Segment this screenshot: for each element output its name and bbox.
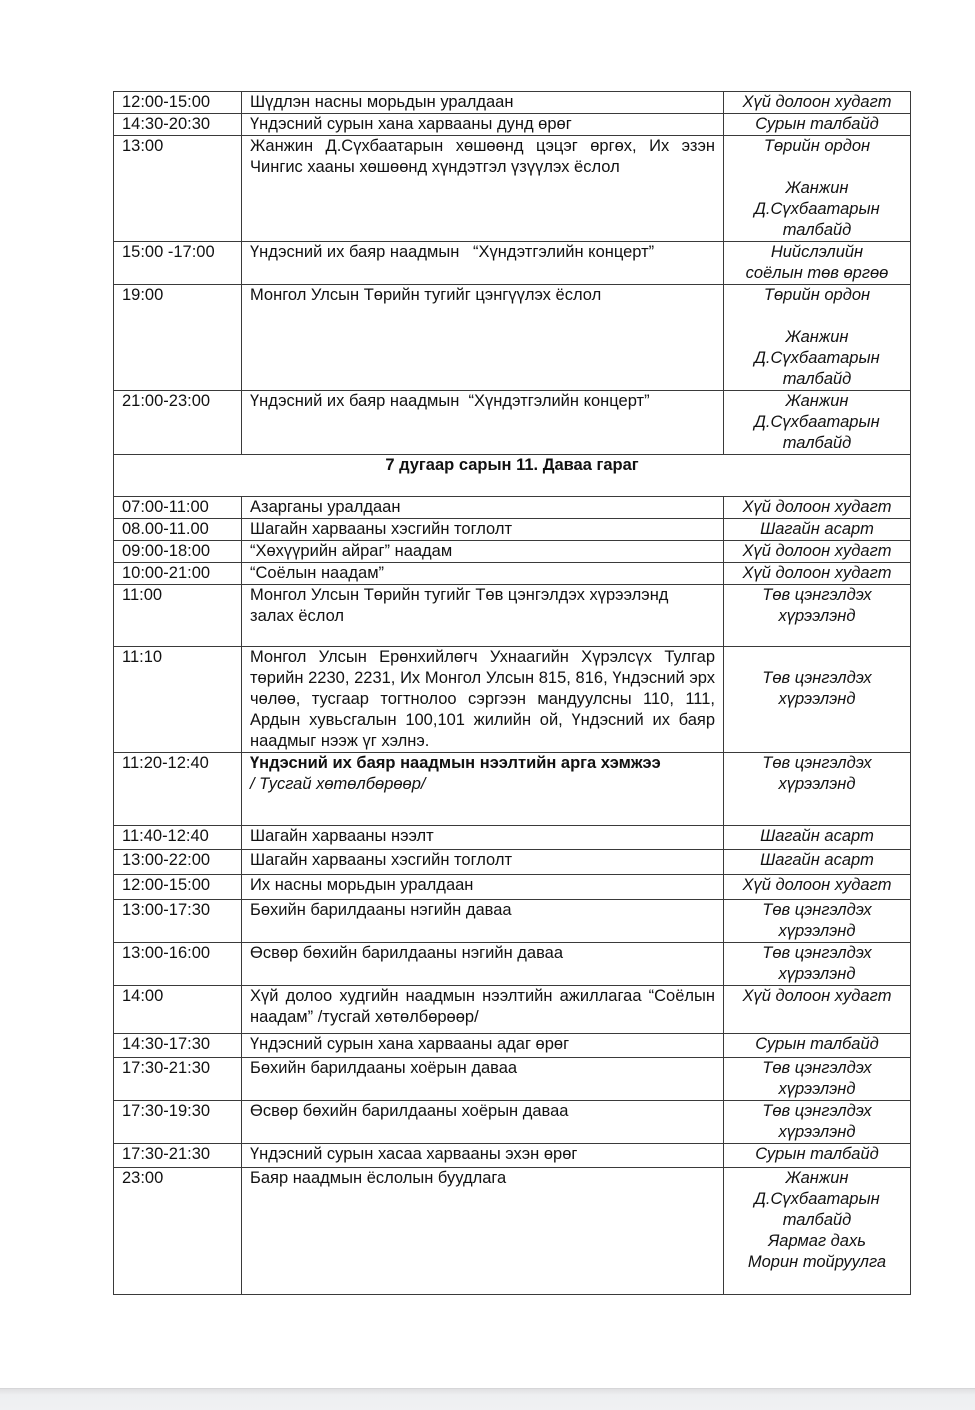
table-row <box>114 900 911 943</box>
place-line: Хүй долоон худагт <box>742 564 892 582</box>
table-row <box>114 92 911 114</box>
place-cell <box>724 242 911 285</box>
place-line: Сурын талбайд <box>755 1035 879 1053</box>
place-line: Жанжин <box>785 328 849 346</box>
time-cell: 12:00-15:00 <box>114 875 242 900</box>
place-line: Жанжин <box>785 392 849 410</box>
place-cell <box>724 850 911 875</box>
place-cell <box>724 391 911 455</box>
place-line: Төв цэнгэлдэх <box>762 1059 872 1077</box>
place-line: талбайд <box>782 1211 852 1229</box>
place-line: Төв цэнгэлдэх <box>762 754 872 772</box>
event-cell: Өсвөр бөхийн барилдааны хоёрын даваа <box>242 1101 724 1144</box>
place-line: талбайд <box>782 370 852 388</box>
event-note: / Тусгай хөтөлбөрөөр/ <box>250 775 426 793</box>
event-cell: Монгол Улсын Ерөнхийлөгч Ухнаагийн Хүрэлсүх Тулгар төрийн 2230, 2231, Их Монгол Улсын 815, 816, Үндэсний эрх чөлөө, тусгаар тогтнолоо сэргээн мандуулсны 110, 111, Ардын хувьсгалын 100,101 жилийн ой, Үндэсний их баяр наадмыг нээж үг хэлнэ. <box>242 647 724 753</box>
table-row <box>114 1101 911 1144</box>
table-row <box>114 850 911 875</box>
table-row <box>114 497 911 519</box>
event-cell: Шагайн харвааны хэсгийн тоглолт <box>242 850 724 875</box>
event-cell: Бөхийн барилдааны нэгийн даваа <box>242 900 724 943</box>
place-line: Жанжин <box>785 179 849 197</box>
time-cell: 14:30-17:30 <box>114 1034 242 1058</box>
place-line: Жанжин <box>785 1169 849 1187</box>
table-row <box>114 1144 911 1168</box>
time-cell: 13:00-16:00 <box>114 943 242 986</box>
event-cell: Хүй долоо худгийн наадмын нээлтийн ажиллагаа “Соёлын наадам” /тусгай хөтөлбөрөөр/ <box>242 986 724 1034</box>
event-cell: Шагайн харвааны хэсгийн тоглолт <box>242 519 724 541</box>
event-cell: Үндэсний сурын хасаа харвааны эхэн өрөг <box>242 1144 724 1168</box>
time-cell: 19:00 <box>114 285 242 391</box>
place-line: Хүй долоон худагт <box>742 542 892 560</box>
place-line: Төрийн ордон <box>763 137 871 155</box>
place-line: хүрээлэнд <box>778 922 856 940</box>
time-cell: 11:40-12:40 <box>114 826 242 850</box>
place-spacer <box>732 306 902 327</box>
place-line: хүрээлэнд <box>778 607 856 625</box>
place-line: талбайд <box>782 434 852 452</box>
table-row <box>114 1034 911 1058</box>
event-cell: Үндэсний сурын хана харвааны адаг өрөг <box>242 1034 724 1058</box>
time-cell: 14:30-20:30 <box>114 114 242 136</box>
table-row <box>114 753 911 826</box>
place-line: Төв цэнгэлдэх <box>762 669 872 687</box>
event-cell: Монгол Улсын Төрийн тугийг Төв цэнгэлдэх хүрээлэнд залах ёслол <box>242 585 724 647</box>
time-cell: 13:00-17:30 <box>114 900 242 943</box>
place-line: хүрээлэнд <box>778 1123 856 1141</box>
table-row <box>114 242 911 285</box>
place-cell <box>724 497 911 519</box>
place-line: соёлын төв өргөө <box>745 264 889 282</box>
place-line: Нийслэлийн <box>770 243 864 261</box>
time-cell: 11:10 <box>114 647 242 753</box>
event-cell: Шүдлэн насны морьдын уралдаан <box>242 92 724 114</box>
place-cell <box>724 875 911 900</box>
time-cell: 10:00-21:00 <box>114 563 242 585</box>
table-row <box>114 563 911 585</box>
place-cell <box>724 585 911 647</box>
place-line: Төрийн ордон <box>763 286 871 304</box>
place-line: Шагайн асарт <box>760 827 874 845</box>
table-row <box>114 585 911 647</box>
viewer-bottom-bar <box>0 1388 975 1410</box>
place-line: Төв цэнгэлдэх <box>762 586 872 604</box>
place-line: хүрээлэнд <box>778 1080 856 1098</box>
time-cell: 17:30-21:30 <box>114 1058 242 1101</box>
time-cell: 13:00-22:00 <box>114 850 242 875</box>
place-cell <box>724 541 911 563</box>
place-line: Сурын талбайд <box>755 1145 879 1163</box>
place-line: Хүй долоон худагт <box>742 93 892 111</box>
table-row <box>114 136 911 242</box>
event-cell: Баяр наадмын ёслолын буудлага <box>242 1168 724 1295</box>
time-cell: 11:00 <box>114 585 242 647</box>
event-cell <box>242 753 724 826</box>
time-cell: 15:00 -17:00 <box>114 242 242 285</box>
place-line: Д.Сүхбаатарын <box>754 1190 880 1208</box>
place-cell <box>724 114 911 136</box>
event-cell: Шагайн харвааны нээлт <box>242 826 724 850</box>
place-line: Шагайн асарт <box>760 851 874 869</box>
table-row <box>114 875 911 900</box>
table-row <box>114 826 911 850</box>
event-cell: Үндэсний их баяр наадмын “Хүндэтгэлийн концерт” <box>242 391 724 455</box>
time-cell: 11:20-12:40 <box>114 753 242 826</box>
place-cell <box>724 826 911 850</box>
time-cell: 17:30-19:30 <box>114 1101 242 1144</box>
event-title: Үндэсний их баяр наадмын нээлтийн арга хэмжээ <box>250 754 661 772</box>
event-cell: Жанжин Д.Сүхбаатарын хөшөөнд цэцэг өргөх, Их эзэн Чингис хааны хөшөөнд хүндэтгэл үзүүлэх ёслол <box>242 136 724 242</box>
time-cell: 07:00-11:00 <box>114 497 242 519</box>
place-line: Яармаг дахь <box>768 1232 866 1250</box>
place-cell <box>724 92 911 114</box>
place-line: Сурын талбайд <box>755 115 879 133</box>
event-cell: Үндэсний сурын хана харвааны дунд өрөг <box>242 114 724 136</box>
time-cell: 14:00 <box>114 986 242 1034</box>
place-cell <box>724 1168 911 1295</box>
place-line: Төв цэнгэлдэх <box>762 944 872 962</box>
place-line: Хүй долоон худагт <box>742 987 892 1005</box>
place-cell <box>724 563 911 585</box>
event-cell: Их насны морьдын уралдаан <box>242 875 724 900</box>
time-cell: 08.00-11.00 <box>114 519 242 541</box>
time-cell: 17:30-21:30 <box>114 1144 242 1168</box>
place-line: Д.Сүхбаатарын <box>754 200 880 218</box>
place-cell <box>724 943 911 986</box>
table-row <box>114 285 911 391</box>
table-row <box>114 647 911 753</box>
table-row <box>114 943 911 986</box>
place-line: хүрээлэнд <box>778 775 856 793</box>
event-cell: Бөхийн барилдааны хоёрын даваа <box>242 1058 724 1101</box>
table-row <box>114 541 911 563</box>
place-line: Морин тойруулга <box>747 1253 887 1271</box>
day-header: 7 дугаар сарын 11. Даваа гараг <box>114 455 911 497</box>
schedule-table <box>113 91 911 1295</box>
place-line: Төв цэнгэлдэх <box>762 901 872 919</box>
table-row <box>114 114 911 136</box>
table-row <box>114 986 911 1034</box>
time-cell: 12:00-15:00 <box>114 92 242 114</box>
place-cell <box>724 647 911 753</box>
event-cell: Үндэсний их баяр наадмын “Хүндэтгэлийн концерт” <box>242 242 724 285</box>
time-cell: 13:00 <box>114 136 242 242</box>
place-cell <box>724 519 911 541</box>
place-cell <box>724 136 911 242</box>
place-cell <box>724 986 911 1034</box>
place-line: Хүй долоон худагт <box>742 498 892 516</box>
place-line: хүрээлэнд <box>778 965 856 983</box>
event-cell: “Хөхүүрийн айраг” наадам <box>242 541 724 563</box>
event-cell: Өсвөр бөхийн барилдааны нэгийн даваа <box>242 943 724 986</box>
event-cell: “Соёлын наадам” <box>242 563 724 585</box>
place-line: Хүй долоон худагт <box>742 876 892 894</box>
event-cell: Азарганы уралдаан <box>242 497 724 519</box>
place-cell <box>724 900 911 943</box>
time-cell: 09:00-18:00 <box>114 541 242 563</box>
table-row <box>114 1168 911 1295</box>
place-cell <box>724 1034 911 1058</box>
place-line: Шагайн асарт <box>760 520 874 538</box>
day-header-row <box>114 455 911 497</box>
place-line: Төв цэнгэлдэх <box>762 1102 872 1120</box>
place-line: Д.Сүхбаатарын <box>754 349 880 367</box>
place-cell <box>724 1144 911 1168</box>
table-row <box>114 391 911 455</box>
place-cell <box>724 753 911 826</box>
place-line: Д.Сүхбаатарын <box>754 413 880 431</box>
place-cell <box>724 1101 911 1144</box>
place-line: хүрээлэнд <box>778 690 856 708</box>
place-cell <box>724 285 911 391</box>
place-line: талбайд <box>782 221 852 239</box>
place-cell <box>724 1058 911 1101</box>
place-spacer <box>732 157 902 178</box>
table-row <box>114 1058 911 1101</box>
event-cell: Монгол Улсын Төрийн тугийг цэнгүүлэх ёслол <box>242 285 724 391</box>
time-cell: 23:00 <box>114 1168 242 1295</box>
time-cell: 21:00-23:00 <box>114 391 242 455</box>
place-spacer <box>732 647 902 668</box>
table-row <box>114 519 911 541</box>
